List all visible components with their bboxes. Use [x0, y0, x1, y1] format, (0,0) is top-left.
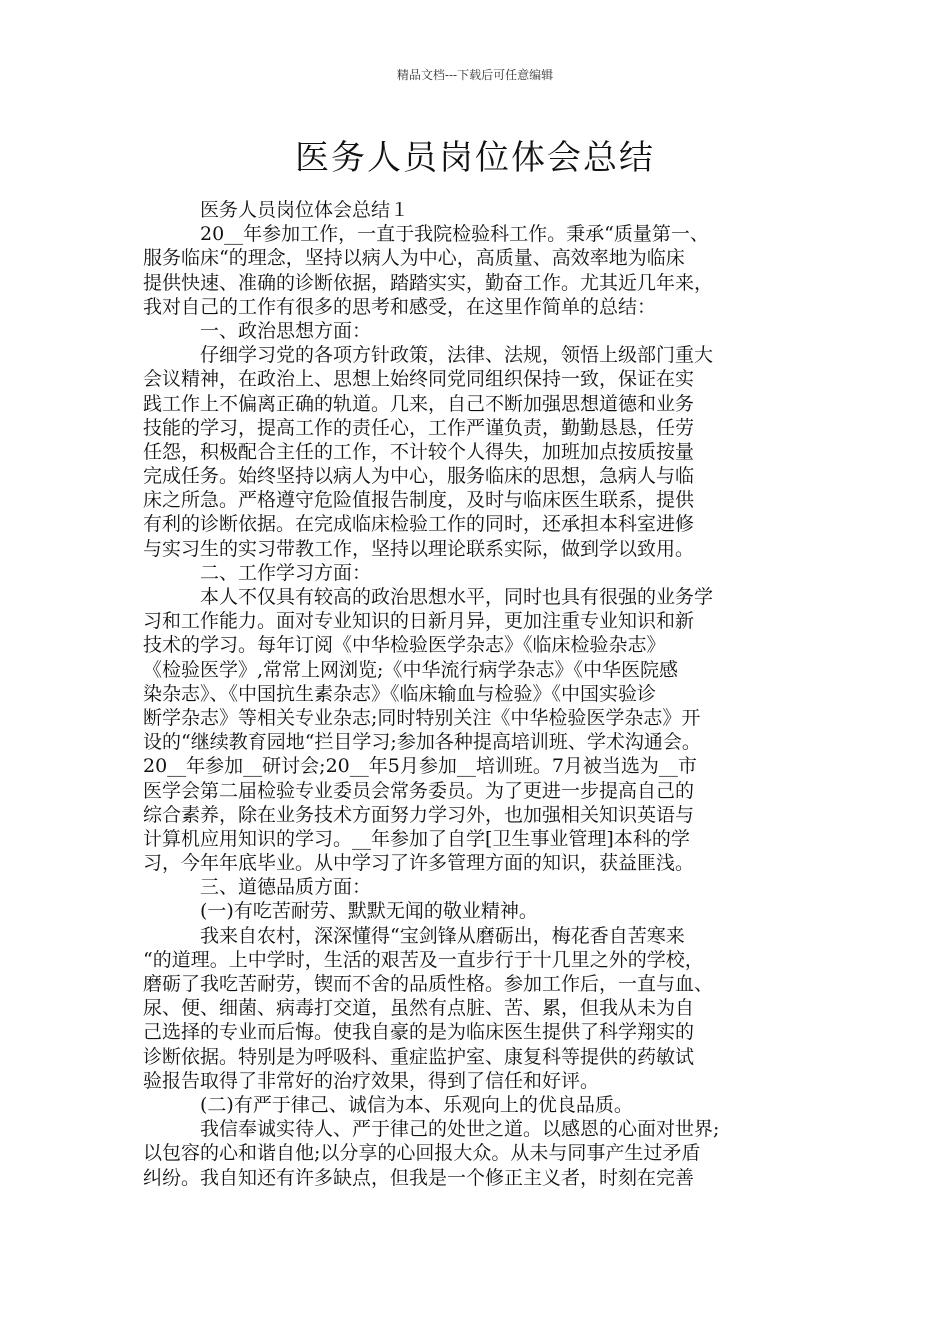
body-text-line: 本人不仅具有较高的政治思想水平，同时也具有很强的业务学 [143, 586, 714, 608]
body-text-line: 20__年参加__研讨会;20__年5月参加__培训班。7月被当选为__市 [143, 755, 697, 778]
body-text-line: 践工作上不偏离正确的轨道。几来，自己不断加强思想道德和业务 [143, 392, 695, 415]
body-text-line: 服务临床“的理念，坚持以病人为中心，高质量、高效率地为临床 [143, 247, 685, 270]
body-text-line: 与实习生的实习带教工作，坚持以理论联系实际，做到学以致用。 [143, 537, 695, 560]
body-text-line: 有利的诊断依据。在完成临床检验工作的同时，还承担本科室进修 [143, 513, 695, 536]
body-text-line: 提供快速、准确的诊断依据，踏踏实实，勤奋工作。尤其近几年来， [143, 271, 714, 294]
body-text-line: 设的“继续教育园地“拦目学习;参加各种提高培训班、学术沟通会。 [143, 731, 701, 754]
document-title: 医务人员岗位体会总结 [295, 138, 655, 178]
body-text-line: 计算机应用知识的学习。__年参加了自学[卫生事业管理]本科的学 [143, 827, 690, 850]
body-text-line: 《检验医学》,常常上网浏览;《中华流行病学杂志》《中华医院感 [143, 658, 678, 681]
body-text-line: “的道理。上中学时，生活的艰苦及一直步行于十几里之外的学校， [143, 948, 704, 971]
body-text-line: 20__年参加工作，一直于我院检验科工作。秉承“质量第一、 [143, 223, 709, 246]
body-text-line: 床之所急。严格遵守危险值报告制度，及时与临床医生联系，提供 [143, 489, 695, 512]
body-text-line: 习和工作能力。面对专业知识的日新月异，更加注重专业知识和新 [143, 610, 695, 633]
body-text-line: 三、道德品质方面： [143, 876, 372, 899]
body-text-line: 会议精神，在政治上、思想上始终同党同组织保持一致，保证在实 [143, 368, 695, 391]
body-text-line: 诊断依据。特别是为呼吸科、重症监护室、康复科等提供的药敏试 [143, 1045, 695, 1068]
document-body [143, 198, 811, 1190]
body-text-line: 二、工作学习方面： [143, 561, 372, 584]
body-text-line: 尿、便、细菌、病毒打交道，虽然有点脏、苦、累，但我从未为自 [143, 997, 695, 1020]
body-text-line: 技能的学习，提高工作的责任心，工作严谨负责，勤勤恳恳，任劳 [143, 416, 695, 439]
body-text-line: 以包容的心和谐自他;以分享的心回报大众。从未与同事产生过矛盾 [143, 1142, 701, 1165]
body-text-line: 我信奉诚实待人、严于律己的处世之道。以感恩的心面对世界; [143, 1118, 720, 1141]
body-text-line: 一、政治思想方面： [143, 319, 372, 342]
body-text-line: 医学会第二届检验专业委员会常务委员。为了更进一步提高自己的 [143, 779, 695, 802]
body-text-line: 完成任务。始终坚持以病人为中心，服务临床的思想，急病人与临 [143, 465, 695, 488]
page-header: 精品文档---下载后可任意编辑 [396, 68, 554, 82]
body-text-line: 验报告取得了非常好的治疗效果，得到了信任和好评。 [143, 1069, 600, 1092]
body-text-line: 综合素养，除在业务技术方面努力学习外，也加强相关知识英语与 [143, 803, 695, 826]
body-text-line: 仔细学习党的各项方针政策，法律、法规，领悟上级部门重大 [143, 344, 714, 367]
body-text-line: (二)有严于律己、诚信为本、乐观向上的优良品质。 [143, 1093, 633, 1116]
body-text-line: 染杂志》、《中国抗生素杂志》《临床输血与检验》《中国实验诊 [143, 682, 657, 705]
body-text-line: 我来自农村，深深懂得“宝剑锋从磨砺出，梅花香自苦寒来 [143, 924, 685, 947]
body-text-line: 我对自己的工作有很多的思考和感受，在这里作简单的总结： [143, 295, 657, 318]
body-text-line: 习，今年年底毕业。从中学习了许多管理方面的知识，获益匪浅。 [143, 852, 695, 875]
body-text-line: 纠纷。我自知还有许多缺点，但我是一个修正主义者，时刻在完善 [143, 1166, 695, 1189]
body-text-line: 任怨，积极配合主任的工作，不计较个人得失，加班加点按质按量 [143, 440, 695, 463]
body-text-line: 技术的学习。每年订阅《中华检验医学杂志》《临床检验杂志》 [143, 634, 666, 657]
body-text-line: 己选择的专业而后悔。使我自豪的是为临床医生提供了科学翔实的 [143, 1021, 695, 1044]
body-text-line: (一)有吃苦耐劳、默默无闻的敬业精神。 [143, 900, 538, 923]
body-text-line: 断学杂志》等相关专业杂志;同时特别关注《中华检验医学杂志》开 [143, 706, 701, 729]
body-text-line: 磨砺了我吃苦耐劳，锲而不舍的品质性格。参加工作后，一直与血、 [143, 973, 714, 995]
body-text-line: 医务人员岗位体会总结１ [143, 199, 410, 221]
